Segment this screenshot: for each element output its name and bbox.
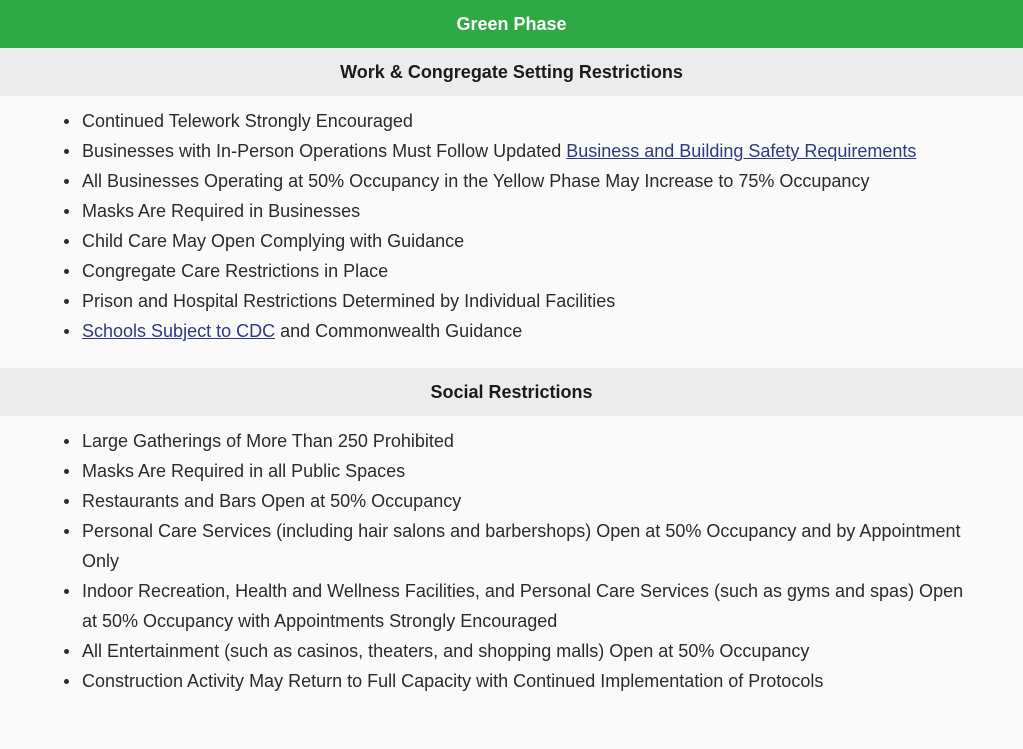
work-restrictions-list [64, 106, 983, 346]
work-section-title: Work & Congregate Setting Restrictions [340, 61, 683, 82]
phase-header [0, 0, 1023, 48]
list-item [64, 226, 983, 256]
list-item-text: and Commonwealth Guidance [275, 321, 523, 341]
list-item [64, 106, 983, 136]
phase-title: Green Phase [456, 13, 567, 34]
list-item-text: Masks Are Required in Businesses [82, 201, 361, 221]
list-item-text: Prison and Hospital Restrictions Determined by Individual Facilities [82, 291, 616, 311]
list-item [64, 256, 983, 286]
list-item-text: All Businesses Operating at 50% Occupancy in the Yellow Phase May Increase to 75% Occupancy [82, 171, 870, 191]
list-item [64, 196, 983, 226]
list-item-text: Businesses with In-Person Operations Must Follow Updated [82, 141, 567, 161]
schools-cdc-link[interactable]: Schools Subject to CDC [82, 321, 276, 341]
list-item: Indoor Recreation, Health and Wellness Facilities, and Personal Care Services (such as gyms and spas) Open at 50% Occupancy with Appointments Strongly Encouraged [64, 576, 983, 636]
social-section-title: Social Restrictions [430, 381, 593, 402]
list-item: Large Gatherings of More Than 250 Prohibited [64, 426, 983, 456]
social-section-header [0, 368, 1023, 416]
list-item [64, 286, 983, 316]
list-item-text: Congregate Care Restrictions in Place [82, 261, 389, 281]
list-item: Masks Are Required in all Public Spaces [64, 456, 983, 486]
social-restrictions-list [64, 426, 983, 696]
list-item-text: Continued Telework Strongly Encouraged [82, 111, 413, 131]
business-safety-requirements-link[interactable]: Business and Building Safety Requirements [566, 141, 917, 161]
work-section-header [0, 48, 1023, 96]
list-item [64, 166, 983, 196]
work-section-body [0, 96, 1023, 368]
list-item-text: Child Care May Open Complying with Guidance [82, 231, 465, 251]
list-item: Construction Activity May Return to Full Capacity with Continued Implementation of Protocols [64, 666, 983, 696]
social-section-body [0, 416, 1023, 718]
list-item: All Entertainment (such as casinos, theaters, and shopping malls) Open at 50% Occupancy [64, 636, 983, 666]
list-item [64, 316, 983, 346]
list-item: Restaurants and Bars Open at 50% Occupancy [64, 486, 983, 516]
list-item [64, 136, 983, 166]
list-item: Personal Care Services (including hair salons and barbershops) Open at 50% Occupancy and by Appointment Only [64, 516, 983, 576]
